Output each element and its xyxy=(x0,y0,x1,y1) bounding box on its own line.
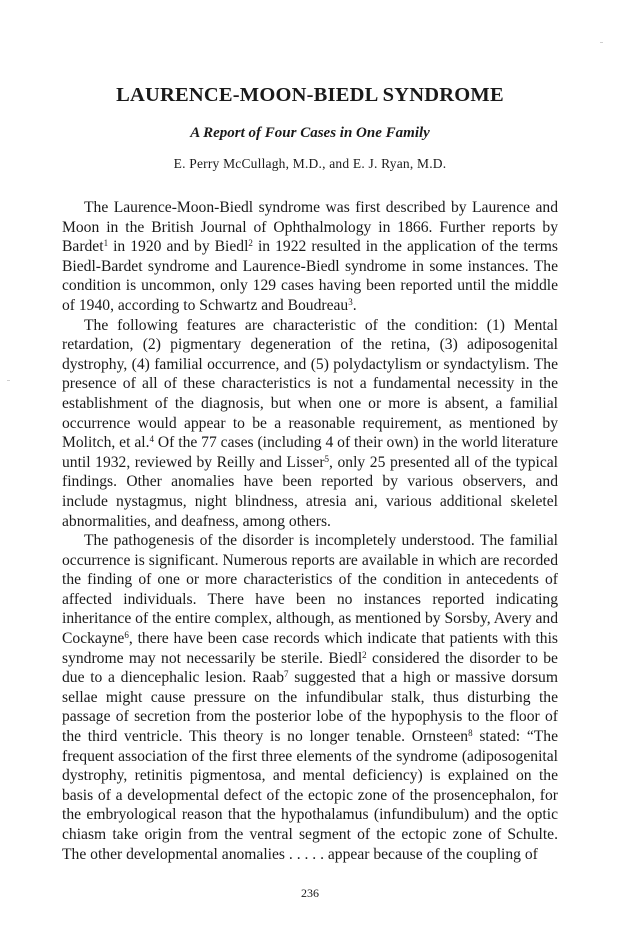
text-run: stated: “The frequent association of the first three elements of the syndrome (adiposogenital dystrophy, retinitis pigmentosa, and mental deficiency) is explained on the basis of a developmental defect of the ectopic zone of the prosencephalon, for the embryological reason that the hypothalamus (infundibulum) and the optic chiasm take origin from the ventral segment of the ectopic zone of Schulte. The other developmental anomalies . . . . . appear because of the coupling of xyxy=(62,728,558,863)
text-run: The pathogenesis of the disorder is incompletely understood. The familial occurrence is significant. Numerous reports are available in which are recorded the finding of one or more characteristics of the condition in antecedents of affected individuals. There have been no instances reported indicating inheritance of the entire complex, although, as mentioned by Sorsby, Avery and Cockayne xyxy=(62,532,558,648)
article-authors: E. Perry McCullagh, M.D., and E. J. Ryan, M.D. xyxy=(173,156,447,171)
text-run: The Laurence-Moon-Biedl syndrome was first described by Laurence and Moon in the British Journal of Ophthalmology in 1866. Further reports by Bardet xyxy=(62,199,558,256)
paragraph xyxy=(62,316,558,532)
text-run: , only 25 presented all of the typical findings. Other anomalies have been reported by various observers, and include nystagmus, night blindness, atresia ani, various additional skeletel abnormalities, and deafness, among others. xyxy=(62,453,559,530)
reference-number: 6 xyxy=(124,630,129,641)
page-number: 236 xyxy=(301,886,319,900)
text-run: Of the 77 cases (including 4 of their own) in the world literature until 1932, reviewed by Reilly and Lisser xyxy=(62,434,559,471)
paragraph xyxy=(62,531,558,864)
article-body xyxy=(62,198,558,864)
article-subtitle: A Report of Four Cases in One Family xyxy=(190,125,430,141)
scan-speck xyxy=(600,42,603,43)
paragraph xyxy=(62,198,558,316)
reference-number: 4 xyxy=(149,434,154,445)
text-run: considered the disorder to be due to a diencephalic lesion. Raab xyxy=(62,649,558,687)
text-run: in 1920 and by Biedl xyxy=(108,238,249,256)
reference-number: 1 xyxy=(103,238,109,249)
reference-number: 2 xyxy=(248,238,253,249)
reference-number: 8 xyxy=(468,728,473,739)
reference-number: 7 xyxy=(284,669,289,680)
text-run: . xyxy=(352,296,357,314)
text-run: , there have been case records which indicate that patients with this syndrome may not necessarily be sterile. Biedl xyxy=(62,630,558,667)
reference-number: 3 xyxy=(348,296,353,307)
reference-number: 2 xyxy=(362,649,367,660)
text-run: in 1922 resulted in the application of the terms Biedl-Bardet syndrome and Laurence-Biedl syndrome in some instances. The condition is uncommon, only 129 cases having been reported until the middle of 1940, according to Schwartz and Boudreau xyxy=(62,238,558,314)
article-title: LAURENCE-MOON-BIEDL SYNDROME xyxy=(116,84,504,106)
text-run: suggested that a high or massive dorsum sellae might cause pressure on the infundibular stalk, thus disturbing the passage of secretion from the posterior lobe of the hypophysis to the floor of the third ventricle. This theory is no longer tenable. Ornsteen xyxy=(62,669,558,746)
scan-speck xyxy=(7,380,10,381)
reference-number: 5 xyxy=(324,453,330,464)
text-run: The following features are characteristic of the condition: (1) Mental retardation, (2) pigmentary degeneration of the retina, (3) adiposogenital dystrophy, (4) familial occurrence, and (5) polydactylism or syndactylism. The presence of all of these characteristics is not a fundamental necessity in the establishment of the diagnosis, but when one or more is absent, a familial occurrence would appear to be a reasonable requirement, as mentioned by Molitch, et al. xyxy=(62,316,558,452)
